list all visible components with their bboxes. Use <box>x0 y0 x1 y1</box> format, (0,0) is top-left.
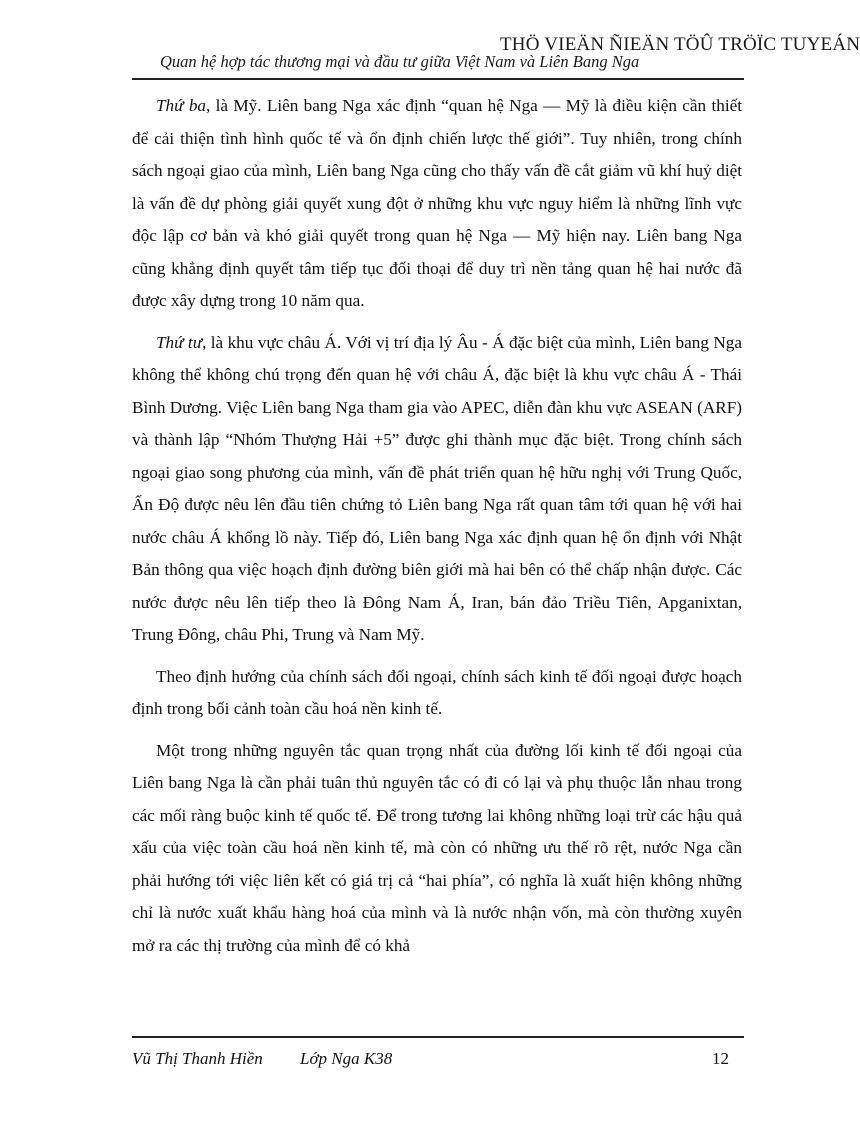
paragraph-thu-ba <box>132 90 742 318</box>
paragraph-lead-thu-ba: Thứ ba <box>156 96 207 115</box>
library-watermark: THÖ VIEÄN ÑIEÄN TÖÛ TRÖÏC TUYEÁN <box>500 34 860 55</box>
paragraph-text-thu-ba: , là Mỹ. Liên bang Nga xác định “quan hệ Nga — Mỹ là điều kiện cần thiết để cải thiện tình hình quốc tế và ổn định chiến lược thế giới”. Tuy nhiên, trong chính sách ngoại giao của mình, Liên bang Nga cũng cho thấy vấn đề cắt giảm vũ khí huỷ diệt là vấn đề dự phòng giải quyết xung đột ở những khu vực nguy hiểm là những lĩnh vực độc lập cơ bản và khó giải quyết trong quan hệ Nga — Mỹ hiện nay. Liên bang Nga cũng khẳng định quyết tâm tiếp tục đối thoại để duy trì nền tảng quan hệ hai nước đã được xây dựng trong 10 năm qua. <box>132 96 742 310</box>
paragraph-thu-tu <box>132 327 742 652</box>
paragraph-text-thu-tu: , là khu vực châu Á. Với vị trí địa lý Âu - Á đặc biệt của mình, Liên bang Nga không thể không chú trọng đến quan hệ với châu Á, đặc biệt là khu vực châu Á - Thái Bình Dương. Việc Liên bang Nga tham gia vào APEC, diễn đàn khu vực ASEAN (ARF) và thành lập “Nhóm Thượng Hải +5” được ghi thành mục đặc biệt. Trong chính sách ngoại giao song phương của mình, vấn đề phát triển quan hệ hữu nghị với Trung Quốc, Ấn Độ được nêu lên đầu tiên chứng tỏ Liên bang Nga rất quan tâm tới quan hệ với hai nước châu Á khổng lồ này. Tiếp đó, Liên bang Nga xác định quan hệ ổn định với Nhật Bản thông qua việc hoạch định đường biên giới mà hai bên có thể chấp nhận được. Các nước được nêu lên tiếp theo là Đông Nam Á, Iran, bán đảo Triều Tiên, Apganixtan, Trung Đông, châu Phi, Trung và Nam Mỹ. <box>132 332 742 644</box>
page-body <box>132 90 742 971</box>
header-rule <box>132 78 744 80</box>
footer-class: Lớp Nga K38 <box>300 1049 393 1068</box>
paragraph-economic-policy: Theo định hướng của chính sách đối ngoại, chính sách kinh tế đối ngoại được hoạch định trong bối cảnh toàn cầu hoá nền kinh tế. <box>132 666 742 718</box>
paragraph-lead-thu-tu: Thứ tư <box>156 332 203 352</box>
footer-author: Vũ Thị Thanh Hiền <box>132 1049 263 1068</box>
running-header-title: Quan hệ hợp tác thương mại và đầu tư giữa Việt Nam và Liên Bang Nga <box>160 52 640 71</box>
page-number: 12 <box>712 1049 729 1068</box>
paragraph-principles: Một trong những nguyên tắc quan trọng nhất của đường lối kinh tế đối ngoại của Liên bang Nga là cần phải tuân thủ nguyên tắc có đi có lại và phụ thuộc lẫn nhau trong các mối ràng buộc kinh tế quốc tế. Để trong tương lai không những loại trừ các hậu quả xấu của việc toàn cầu hoá nền kinh tế, mà còn có những ưu thế rõ rệt, nước Nga cần phải hướng tới việc liên kết có giá trị cả “hai phía”, có nghĩa là xuất hiện không những chỉ là nước xuất khẩu hàng hoá của mình và là nước nhận vốn, mà còn thường xuyên mở ra các thị trường của mình để có khả <box>132 740 742 955</box>
footer-rule <box>132 1036 744 1038</box>
